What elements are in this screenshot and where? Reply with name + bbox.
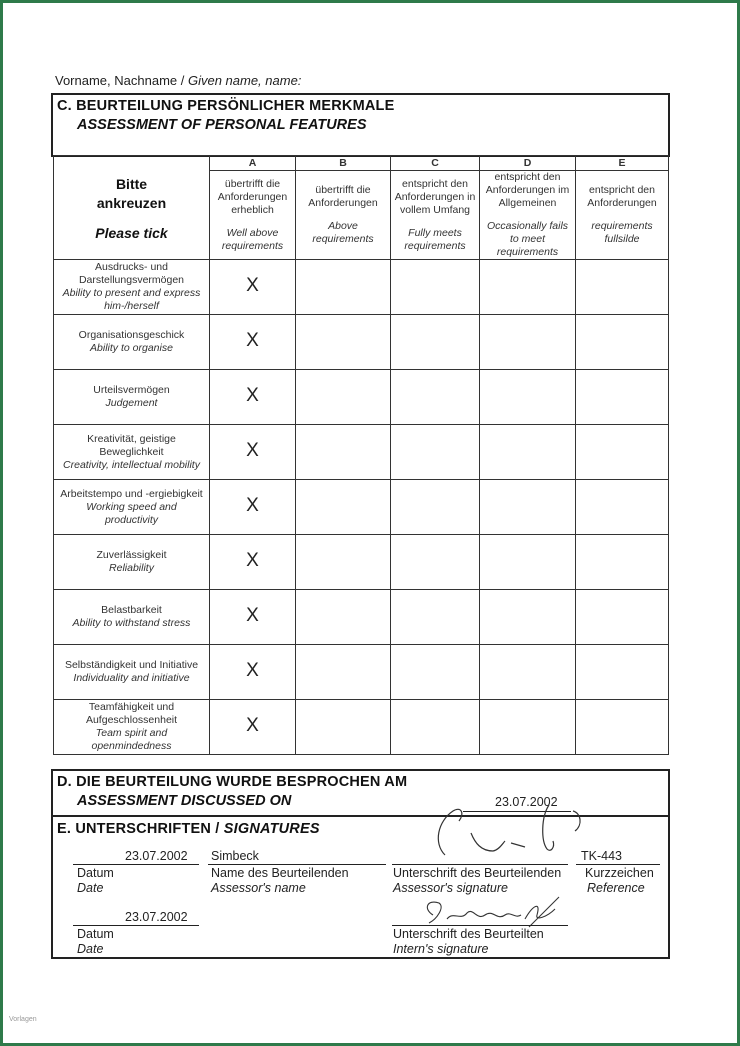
column-description-en: requirements fullsilde — [591, 220, 653, 245]
rating-cell-b[interactable] — [296, 260, 391, 315]
rating-cell-a[interactable] — [210, 315, 296, 370]
tick-mark: X — [246, 385, 259, 406]
column-letter: B — [296, 156, 391, 171]
assessor-name: Simbeck — [211, 849, 259, 863]
reference-label-en: Reference — [587, 881, 645, 895]
criterion-row — [54, 425, 669, 480]
rating-cell-b[interactable] — [296, 425, 391, 480]
assessor-sig-label-de: Unterschrift des Beurteilenden — [393, 866, 562, 880]
instruction-cell — [54, 156, 210, 260]
rating-cell-b[interactable] — [296, 535, 391, 590]
intern-signature-line — [392, 925, 568, 926]
signature-date-2: 23.07.2002 — [125, 910, 188, 924]
rating-cell-b[interactable] — [296, 645, 391, 700]
rating-cell-d[interactable] — [480, 425, 576, 480]
criterion-de: Organisationsgeschick — [78, 329, 185, 341]
column-letter: D — [480, 156, 576, 171]
criterion-label — [54, 700, 210, 755]
assessor-signature-line — [392, 864, 568, 865]
criterion-row — [54, 700, 669, 755]
rating-cell-c[interactable] — [391, 480, 480, 535]
tick-mark: X — [246, 550, 259, 571]
assessor-name-line — [208, 864, 386, 865]
rating-cell-e[interactable] — [576, 260, 669, 315]
criterion-row — [54, 315, 669, 370]
tick-mark: X — [246, 495, 259, 516]
rating-cell-a[interactable] — [210, 425, 296, 480]
rating-cell-a[interactable] — [210, 590, 296, 645]
intern-sig-label-de: Unterschrift des Beurteilten — [393, 927, 544, 941]
section-d-title: D. DIE BEURTEILUNG WURDE BESPROCHEN AM — [57, 774, 408, 790]
rating-cell-e[interactable] — [576, 590, 669, 645]
name-field-label: Vorname, Nachname / Given name, name: — [55, 73, 302, 88]
instruction-en: Please tick — [95, 225, 168, 241]
rating-cell-e[interactable] — [576, 535, 669, 590]
criterion-row — [54, 535, 669, 590]
rating-cell-d[interactable] — [480, 260, 576, 315]
rating-cell-e[interactable] — [576, 700, 669, 755]
column-letter: A — [210, 156, 296, 171]
rating-cell-b[interactable] — [296, 370, 391, 425]
rating-cell-c[interactable] — [391, 590, 480, 645]
criterion-label — [54, 590, 210, 645]
column-description — [296, 171, 391, 260]
rating-cell-d[interactable] — [480, 700, 576, 755]
tick-mark: X — [246, 660, 259, 681]
tick-mark: X — [246, 275, 259, 296]
rating-cell-e[interactable] — [576, 315, 669, 370]
column-description — [210, 171, 296, 260]
criterion-en: Individuality and initiative — [73, 672, 190, 684]
assessor-label-en: Assessor's name — [211, 881, 306, 895]
rating-cell-a[interactable] — [210, 480, 296, 535]
rating-cell-e[interactable] — [576, 480, 669, 535]
rating-cell-a[interactable] — [210, 700, 296, 755]
criterion-row — [54, 370, 669, 425]
criterion-en: Reliability — [109, 562, 154, 574]
criterion-label — [54, 480, 210, 535]
criterion-en: Creativity, intellectual mobility — [63, 458, 200, 471]
criterion-row — [54, 645, 669, 700]
column-description-de: entspricht den Anforderungen im Allgemeinen — [485, 171, 570, 209]
section-c-header — [51, 93, 670, 157]
date-line-2 — [73, 925, 199, 926]
date-label-2-en: Date — [77, 942, 104, 956]
column-letter-row — [54, 156, 669, 171]
criterion-label — [54, 535, 210, 590]
signature-date-1: 23.07.2002 — [125, 849, 188, 863]
assessor-label-de: Name des Beurteilenden — [211, 866, 349, 880]
criterion-en: Ability to organise — [90, 342, 173, 354]
assessment-table — [53, 155, 669, 755]
criterion-de: Teamfähigkeit und Aufgeschlossenheit — [85, 701, 178, 726]
rating-cell-a[interactable] — [210, 645, 296, 700]
rating-cell-d[interactable] — [480, 315, 576, 370]
rating-cell-b[interactable] — [296, 590, 391, 645]
reference-label-de: Kurzzeichen — [585, 866, 654, 880]
intern-sig-label-en: Intern's signature — [393, 942, 489, 956]
criterion-de: Urteilsvermögen — [93, 384, 170, 396]
rating-cell-c[interactable] — [391, 260, 480, 315]
column-description-de: übertrifft die Anforderungen erheblich — [217, 177, 288, 216]
rating-cell-b[interactable] — [296, 700, 391, 755]
criterion-de: Ausdrucks- und Darstellungsvermögen — [78, 261, 185, 286]
rating-cell-c[interactable] — [391, 370, 480, 425]
criterion-en: Working speed and productivity — [86, 500, 177, 526]
date-label-2-de: Datum — [77, 927, 114, 941]
section-c-title: C. BEURTEILUNG PERSÖNLICHER MERKMALE — [57, 98, 395, 114]
rating-cell-a[interactable] — [210, 370, 296, 425]
rating-cell-c[interactable] — [391, 535, 480, 590]
criterion-label — [54, 370, 210, 425]
reference-code: TK-443 — [581, 849, 622, 863]
rating-cell-d[interactable] — [480, 590, 576, 645]
rating-cell-c[interactable] — [391, 645, 480, 700]
criterion-label — [54, 645, 210, 700]
criterion-en: Ability to withstand stress — [72, 617, 191, 629]
date-label-1-en: Date — [77, 881, 104, 895]
assessor-sig-label-en: Assessor's signature — [393, 881, 508, 895]
criterion-row — [54, 260, 669, 315]
rating-cell-c[interactable] — [391, 315, 480, 370]
criterion-label — [54, 260, 210, 315]
column-description-gap — [578, 210, 666, 220]
rating-cell-d[interactable] — [480, 535, 576, 590]
rating-cell-c[interactable] — [391, 425, 480, 480]
criterion-row — [54, 480, 669, 535]
criterion-de: Belastbarkeit — [101, 604, 162, 616]
assessor-signature-image — [423, 803, 603, 865]
rating-cell-d[interactable] — [480, 480, 576, 535]
criterion-de: Selbständigkeit und Initiative — [64, 659, 199, 671]
instruction-de-line1: Bitte — [115, 176, 148, 192]
column-description-gap — [393, 217, 477, 227]
reference-line — [576, 864, 660, 865]
instruction-de-line2: ankreuzen — [96, 195, 167, 211]
section-d-subtitle: ASSESSMENT DISCUSSED ON — [77, 793, 292, 809]
tick-mark: X — [246, 605, 259, 626]
section-c-subtitle: ASSESSMENT OF PERSONAL FEATURES — [77, 117, 367, 133]
criterion-de: Kreativität, geistige Beweglichkeit — [87, 432, 176, 458]
column-description-de: entspricht den Anforderungen in vollem Umfang — [394, 177, 476, 216]
column-description-en: Well above requirements — [221, 226, 284, 252]
criterion-en: Judgement — [105, 397, 158, 409]
rating-cell-d[interactable] — [480, 370, 576, 425]
column-description-de: übertrifft die Anforderungen — [308, 184, 378, 209]
rating-cell-d[interactable] — [480, 645, 576, 700]
rating-cell-b[interactable] — [296, 315, 391, 370]
criterion-label — [54, 425, 210, 480]
footer-note: Vorlagen — [9, 1016, 37, 1023]
column-description-de: entspricht den Anforderungen — [587, 184, 657, 209]
rating-cell-e[interactable] — [576, 645, 669, 700]
criterion-en: Ability to present and express him-/herself — [62, 287, 201, 312]
rating-cell-c[interactable] — [391, 700, 480, 755]
rating-cell-a[interactable] — [210, 535, 296, 590]
tick-mark: X — [246, 440, 259, 461]
rating-cell-a[interactable] — [210, 260, 296, 315]
criterion-de: Zuverlässigkeit — [96, 549, 167, 561]
criterion-en: Team spirit and openmindedness — [91, 727, 172, 752]
discussion-date: 23.07.2002 — [495, 795, 558, 809]
column-description — [391, 171, 480, 260]
criterion-label — [54, 315, 210, 370]
tick-mark: X — [246, 715, 259, 736]
tick-mark: X — [246, 330, 259, 351]
column-description-gap — [298, 210, 388, 220]
criterion-de: Arbeitstempo und -ergiebigkeit — [60, 487, 203, 500]
date-label-1-de: Datum — [77, 866, 114, 880]
date-line-1 — [73, 864, 199, 865]
column-description-gap — [482, 210, 573, 220]
column-letter: C — [391, 156, 480, 171]
rating-cell-b[interactable] — [296, 480, 391, 535]
criterion-row — [54, 590, 669, 645]
rating-cell-e[interactable] — [576, 370, 669, 425]
section-e — [51, 815, 670, 959]
document-page — [3, 3, 737, 1043]
column-description — [576, 171, 669, 260]
column-description-en: Above requirements — [312, 220, 374, 245]
column-description — [480, 171, 576, 260]
rating-cell-e[interactable] — [576, 425, 669, 480]
column-description-en: Fully meets requirements — [404, 226, 466, 252]
column-description-gap — [212, 217, 293, 227]
column-letter: E — [576, 156, 669, 171]
column-description-en: Occasionally fails to meet requirements — [486, 220, 569, 258]
section-e-title: E. UNTERSCHRIFTEN / SIGNATURES — [57, 821, 320, 837]
